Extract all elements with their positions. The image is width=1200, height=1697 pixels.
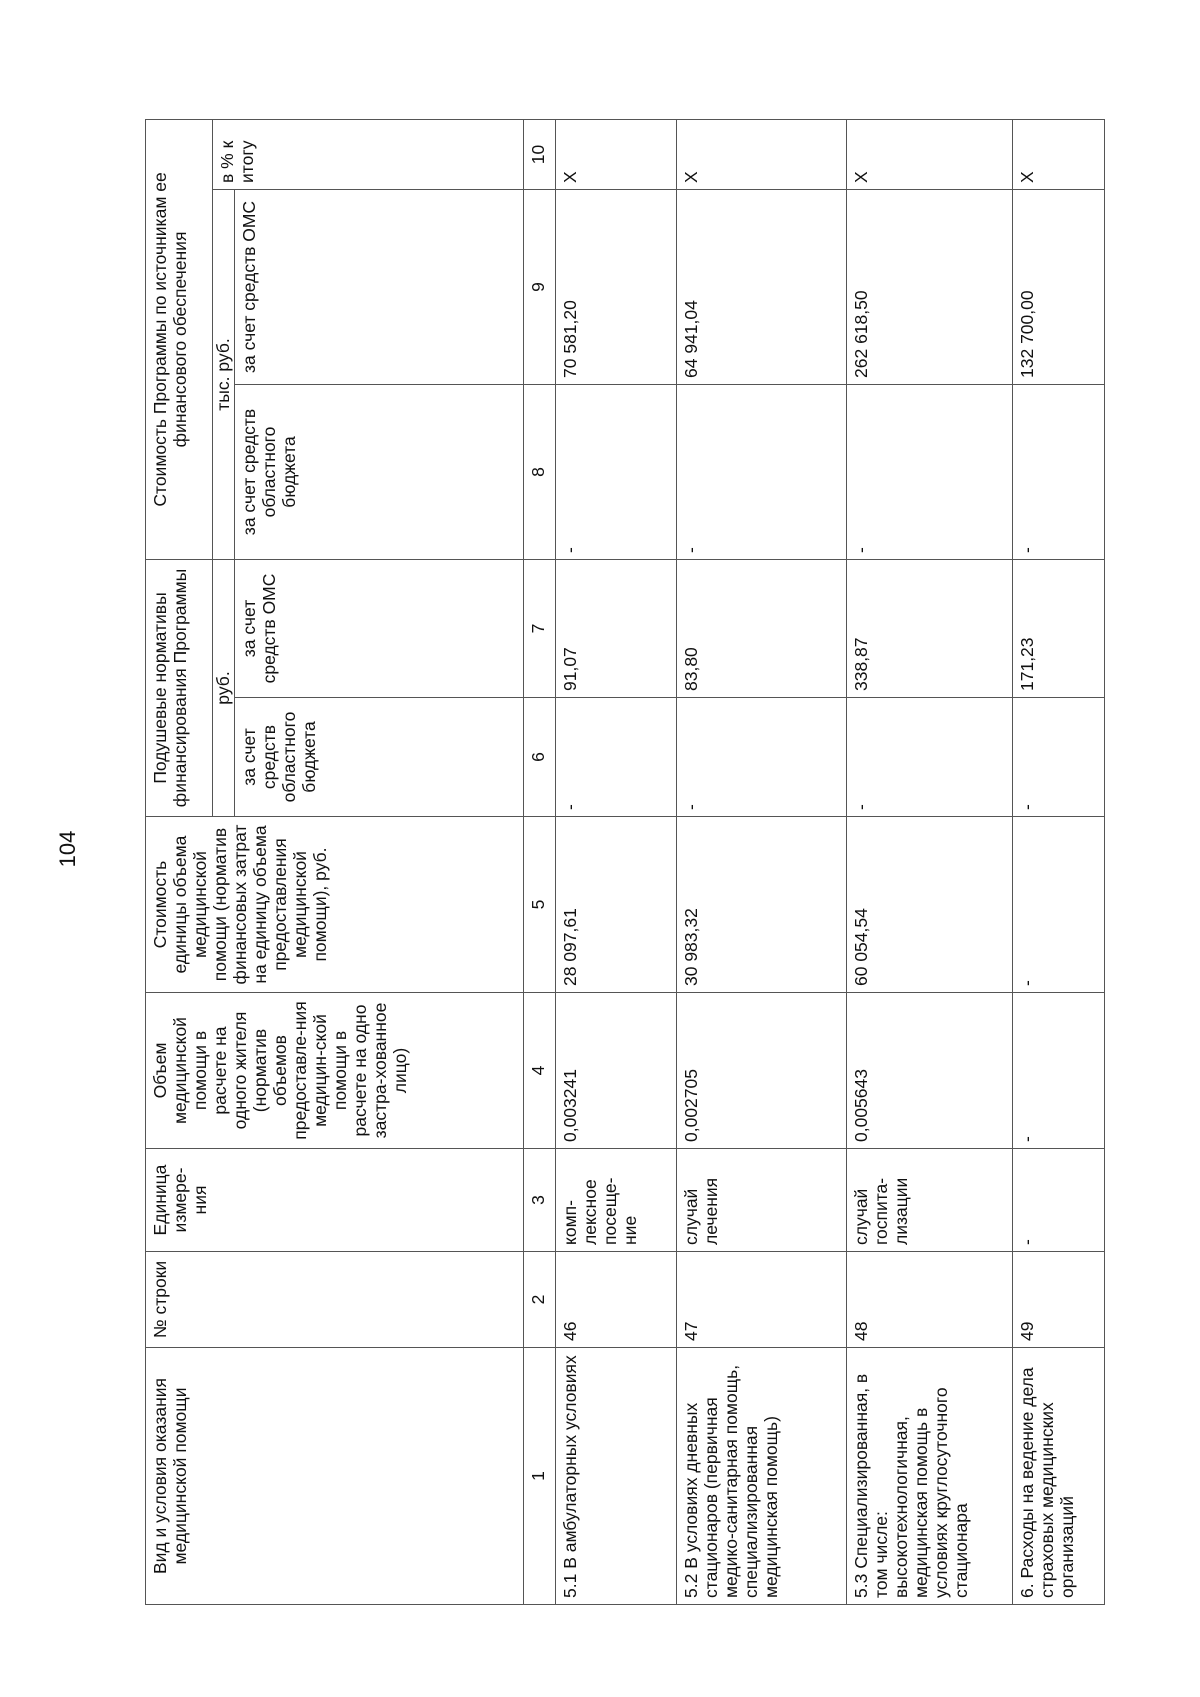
row-cost-budget: - <box>846 384 1013 559</box>
row-unit-cost: 28 097,61 <box>556 817 677 993</box>
row-percent: X <box>846 119 1013 189</box>
row-unit: случай госпита-лизации <box>846 1149 1013 1252</box>
rotated-table-container <box>145 120 1105 1605</box>
header-cost-oms: за счет средств ОМС <box>235 189 523 384</box>
row-percent: X <box>1013 119 1105 189</box>
row-service-type: 5.1 В амбулаторных условиях <box>556 1348 677 1605</box>
header-unit: Единица измере-ния <box>146 1149 524 1252</box>
header-cost-group: Стоимость Программы по источникам ее финансового обеспечения <box>146 119 213 559</box>
column-number: 3 <box>523 1149 555 1252</box>
row-cost-oms: 64 941,04 <box>676 189 846 384</box>
header-service-type: Вид и условия оказания медицинской помощи <box>146 1348 524 1605</box>
header-pc-budget: за счет средств областного бюджета <box>235 698 523 817</box>
row-unit-cost: 30 983,32 <box>676 817 846 993</box>
row-cost-oms: 262 618,50 <box>846 189 1013 384</box>
header-cost-unit: тыс. руб. <box>212 189 235 559</box>
row-cost-budget: - <box>676 384 846 559</box>
row-cost-budget: - <box>1013 384 1105 559</box>
table-row <box>1013 119 1105 1604</box>
row-volume: 0,002705 <box>676 993 846 1149</box>
header-per-capita-group: Подушевые нормативы финансирования Программы <box>146 559 213 816</box>
row-unit: случай лечения <box>676 1149 846 1252</box>
row-cost-budget: - <box>556 384 677 559</box>
column-number: 2 <box>523 1252 555 1348</box>
row-line-number: 47 <box>676 1252 846 1348</box>
header-unit-cost: Стоимость единицы объема медицинской помощи (норматив финансовых затрат на единицу объема предоставления медицинской помощи), руб. <box>146 817 524 993</box>
row-pc-budget: - <box>676 698 846 817</box>
column-number: 5 <box>523 817 555 993</box>
row-line-number: 49 <box>1013 1252 1105 1348</box>
row-cost-oms: 70 581,20 <box>556 189 677 384</box>
column-number: 1 <box>523 1348 555 1605</box>
program-cost-table <box>145 119 1105 1605</box>
header-pc-oms: за счет средств ОМС <box>235 559 523 697</box>
row-percent: X <box>676 119 846 189</box>
header-percent: в % к итогу <box>212 119 523 189</box>
table-row <box>676 119 846 1604</box>
row-pc-oms: 91,07 <box>556 559 677 697</box>
row-volume: 0,003241 <box>556 993 677 1149</box>
row-pc-oms: 83,80 <box>676 559 846 697</box>
row-volume: 0,005643 <box>846 993 1013 1149</box>
row-line-number: 46 <box>556 1252 677 1348</box>
table-row <box>556 119 677 1604</box>
row-pc-budget: - <box>1013 698 1105 817</box>
table-row <box>846 119 1013 1604</box>
row-pc-budget: - <box>556 698 677 817</box>
row-percent: X <box>556 119 677 189</box>
header-per-capita-unit: руб. <box>212 559 235 816</box>
row-service-type: 5.3 Специализированная, в том числе: высокотехнологичная, медицинская помощь в условиях круглосуточного стационара <box>846 1348 1013 1605</box>
header-line-number: № строки <box>146 1252 524 1348</box>
column-number: 7 <box>523 559 555 697</box>
row-service-type: 6. Расходы на ведение дела страховых медицинских организаций <box>1013 1348 1105 1605</box>
header-row-1 <box>146 119 213 1604</box>
column-number: 4 <box>523 993 555 1149</box>
row-unit-cost: 60 054,54 <box>846 817 1013 993</box>
column-number: 9 <box>523 189 555 384</box>
column-number: 8 <box>523 384 555 559</box>
row-unit: комп-лексное посеще-ние <box>556 1149 677 1252</box>
column-number: 6 <box>523 698 555 817</box>
row-unit: - <box>1013 1149 1105 1252</box>
row-volume: - <box>1013 993 1105 1149</box>
column-number-row <box>523 119 555 1604</box>
row-pc-oms: 338,87 <box>846 559 1013 697</box>
row-cost-oms: 132 700,00 <box>1013 189 1105 384</box>
column-number: 10 <box>523 119 555 189</box>
page-number: 104 <box>55 830 80 868</box>
header-cost-budget: за счет средств областного бюджета <box>235 384 523 559</box>
row-pc-oms: 171,23 <box>1013 559 1105 697</box>
header-volume: Объем медицинской помощи в расчете на одного жителя (норматив объемов предоставле-ния медицин-ской помощи в расчете на одно застра-хованное лицо) <box>146 993 524 1149</box>
row-unit-cost: - <box>1013 817 1105 993</box>
row-line-number: 48 <box>846 1252 1013 1348</box>
row-service-type: 5.2 В условиях дневных стационаров (первичная медико-санитарная помощь, специализированная медицинская помощь) <box>676 1348 846 1605</box>
row-pc-budget: - <box>846 698 1013 817</box>
